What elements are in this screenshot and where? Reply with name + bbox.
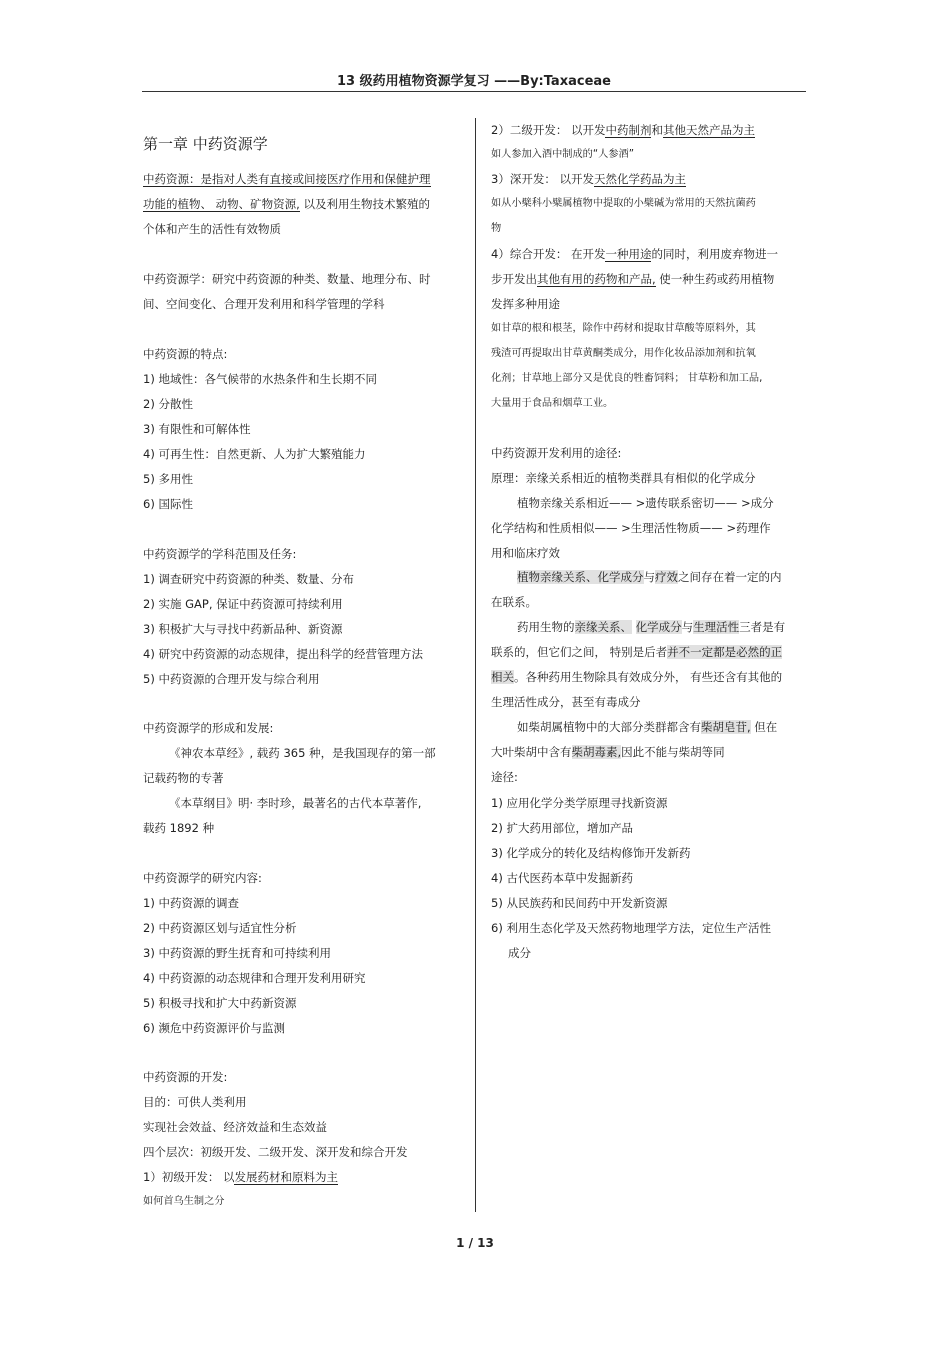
- principle-text: 原理：亲缘关系相近的植物类群具有相似的化学成分: [491, 471, 756, 485]
- list-item: 3) 化学成分的转化及结构修饰开发新药: [491, 846, 691, 860]
- comprehensive-text: 4）综合开发： 在开发: [491, 247, 606, 261]
- primary-development-label: 1）初级开发： 以: [143, 1170, 235, 1184]
- resource-science-line2: 间、空间变化、合理开发利用和科学管理的学科: [143, 297, 385, 311]
- comprehensive-focus: 一种用途: [605, 247, 652, 261]
- relation-chain: 用和临床疗效: [491, 546, 560, 560]
- resource-definition-line1: [143, 171, 431, 187]
- relation-paragraph: 在联系。: [491, 595, 537, 609]
- list-item: 1) 中药资源的调查: [143, 896, 239, 910]
- resource-science-line1: 中药资源学：研究中药资源的种类、数量、地理分布、时: [143, 272, 431, 286]
- plain-text: 大叶柴胡中含有: [491, 745, 572, 759]
- utilization-heading: 中药资源开发利用的途径:: [491, 446, 622, 460]
- plain-text: 与: [681, 620, 694, 634]
- resource-types-underlined: 植物、 动物、矿物资源,: [177, 197, 300, 211]
- features-heading: 中药资源的特点:: [143, 347, 228, 361]
- list-item: 5) 中药资源的合理开发与综合利用: [143, 672, 320, 686]
- plain-text: 。各种药用生物除具有效成分外， 有些还含有其他的: [514, 670, 783, 684]
- plain-text: 药用生物的: [517, 620, 575, 634]
- highlight-text: 化学成分: [635, 620, 682, 634]
- list-item: 5) 多用性: [143, 472, 193, 486]
- resource-definition-text: 中药资源：是指对人类有直接或间接医疗作用和保健护理: [143, 172, 431, 186]
- plain-text: 三者是有: [739, 620, 786, 634]
- deep-development-example: 物: [491, 223, 502, 234]
- list-item: 3) 积极扩大与寻找中药新品种、新资源: [143, 622, 343, 636]
- comprehensive-text: 使一种生药或药用植物: [655, 272, 775, 286]
- highlight-text: 生理活性: [693, 620, 740, 634]
- comprehensive-example: 化剂；甘草地上部分又是优良的牲畜饲料； 甘草粉和加工品,: [491, 373, 763, 384]
- list-item: 2) 扩大药用部位，增加产品: [491, 821, 633, 835]
- list-item: 3) 中药资源的野生抚育和可持续利用: [143, 946, 331, 960]
- deep-development-focus: 天然化学药品为主: [593, 172, 686, 186]
- plain-text: 之间存在着一定的内: [678, 570, 782, 584]
- bupleurum-paragraph: [491, 719, 777, 735]
- list-item: 3) 有限性和可解体性: [143, 422, 251, 436]
- relation-paragraph: [491, 569, 782, 585]
- medicinal-paragraph: [491, 669, 782, 685]
- comprehensive-development: [491, 246, 778, 262]
- secondary-development-example: 如人参加入酒中制成的“人参酒”: [491, 149, 634, 160]
- page-number: 1 / 13: [456, 1236, 494, 1250]
- highlight-text: 疗效: [655, 570, 678, 584]
- deep-development-label: 3）深开发： 以开发: [491, 172, 594, 186]
- highlight-text: 化学成分: [597, 570, 644, 584]
- medicinal-paragraph: 生理活性成分，甚至有毒成分: [491, 695, 641, 709]
- plain-text: 但在: [750, 720, 778, 734]
- highlight-text: 植物亲缘关系、: [517, 570, 598, 584]
- plain-text: 与: [643, 570, 655, 584]
- resource-definition-text: 以及利用生物技术繁殖的: [299, 197, 430, 211]
- list-item: 6) 利用生态化学及天然药物地理学方法，定位生产活性: [491, 921, 771, 935]
- highlight-text: 相关: [491, 670, 514, 684]
- list-item: 4) 中药资源的动态规律和合理开发利用研究: [143, 971, 366, 985]
- history-text: 《神农本草经》, 载药 365 种，是我国现存的第一部: [169, 746, 436, 760]
- history-text: 载药 1892 种: [143, 821, 215, 835]
- relation-chain: 化学结构和性质相似—— >生理活性物质—— >药理作: [491, 521, 771, 535]
- relation-chain: 植物亲缘关系相近—— >遗传联系密切—— >成分: [517, 496, 774, 510]
- research-heading: 中药资源学的研究内容:: [143, 871, 262, 885]
- development-heading: 中药资源的开发:: [143, 1070, 228, 1084]
- list-item: 4) 研究中药资源的动态规律，提出科学的经营管理方法: [143, 647, 423, 661]
- list-item: 5) 积极寻找和扩大中药新资源: [143, 996, 297, 1010]
- comprehensive-text: 的同时，利用废弃物进一: [651, 247, 778, 261]
- resource-definition-text: 功能的: [143, 197, 178, 211]
- secondary-development-label: 2）二级开发： 以开发: [491, 123, 606, 137]
- list-item: 4) 古代医药本草中发掘新药: [491, 871, 633, 885]
- list-item: 2) 实施 GAP, 保证中药资源可持续利用: [143, 597, 343, 611]
- scope-heading: 中药资源学的学科范围及任务:: [143, 547, 297, 561]
- primary-development-focus: 发展药材和原料为主: [234, 1170, 338, 1184]
- bupleurum-paragraph: [491, 744, 725, 760]
- chapter-title: 第一章 中药资源学: [143, 135, 268, 153]
- history-heading: 中药资源学的形成和发展:: [143, 721, 274, 735]
- plain-text: 如柴胡属植物中的大部分类群都含有: [517, 720, 701, 734]
- list-item: 2) 分散性: [143, 397, 193, 411]
- list-item: 2) 中药资源区划与适宜性分析: [143, 921, 297, 935]
- medicinal-paragraph: [491, 644, 782, 660]
- secondary-development-joiner: 和: [651, 123, 663, 137]
- comprehensive-example: 如甘草的根和根茎，除作中药材和提取甘草酸等原料外，其: [491, 323, 756, 334]
- resource-definition-line2: [143, 196, 430, 212]
- comprehensive-development: [491, 271, 774, 287]
- highlight-text: 亲缘关系、: [574, 620, 632, 634]
- list-item: 5) 从民族药和民间药中开发新资源: [491, 896, 668, 910]
- development-levels: 四个层次：初级开发、二级开发、深开发和综合开发: [143, 1145, 408, 1159]
- list-item: 1) 应用化学分类学原理寻找新资源: [491, 796, 668, 810]
- list-item: 4) 可再生性：自然更新、人为扩大繁殖能力: [143, 447, 366, 461]
- resource-definition-line3: 个体和产生的活性有效物质: [143, 222, 281, 236]
- highlight-text: 并不一定都是必然的正: [667, 645, 783, 659]
- deep-development-example: 如从小檗科小檗属植物中提取的小檗碱为常用的天然抗菌药: [491, 198, 756, 209]
- comprehensive-focus: 其他有用的药物和产品,: [537, 272, 656, 286]
- highlight-text: 柴胡皂苷,: [701, 720, 751, 734]
- list-item: 1) 地域性：各气候带的水热条件和生长期不同: [143, 372, 377, 386]
- medicinal-paragraph: [491, 619, 785, 635]
- primary-development: [143, 1169, 338, 1185]
- comprehensive-example: 大量用于食品和烟草工业。: [491, 398, 614, 409]
- deep-development: [491, 171, 686, 187]
- highlight-text: 柴胡毒素,: [571, 745, 622, 759]
- list-item: 1) 调查研究中药资源的种类、数量、分布: [143, 572, 354, 586]
- header-rule: [142, 91, 806, 92]
- page-header: 13 级药用植物资源学复习 ——By:Taxaceae: [337, 74, 611, 89]
- development-benefit: 实现社会效益、经济效益和生态效益: [143, 1120, 327, 1134]
- secondary-development: [491, 122, 755, 138]
- secondary-development-focus: 中药制剂: [605, 123, 652, 137]
- history-text: 《本草纲目》明· 李时珍，最著名的古代本草著作,: [169, 796, 422, 810]
- secondary-development-focus: 其他天然产品为主: [662, 123, 755, 137]
- plain-text: 因此不能与柴胡等同: [621, 745, 725, 759]
- list-item: 6) 国际性: [143, 497, 193, 511]
- list-item-continuation: 成分: [508, 946, 531, 960]
- plain-text: 联系的，但它们之间， 特别是后者: [491, 645, 668, 659]
- development-purpose: 目的：可供人类利用: [143, 1095, 247, 1109]
- primary-development-example: 如何首乌生制之分: [143, 1196, 225, 1207]
- list-item: 6) 濒危中药资源评价与监测: [143, 1021, 285, 1035]
- history-text: 记载药物的专著: [143, 771, 224, 785]
- routes-heading: 途径:: [491, 770, 518, 784]
- comprehensive-example: 残渣可再提取出甘草黄酮类成分，用作化妆品添加剂和抗氧: [491, 348, 756, 359]
- comprehensive-text: 步开发出: [491, 272, 537, 286]
- comprehensive-development: 发挥多种用途: [491, 297, 560, 311]
- column-divider: [475, 118, 476, 1212]
